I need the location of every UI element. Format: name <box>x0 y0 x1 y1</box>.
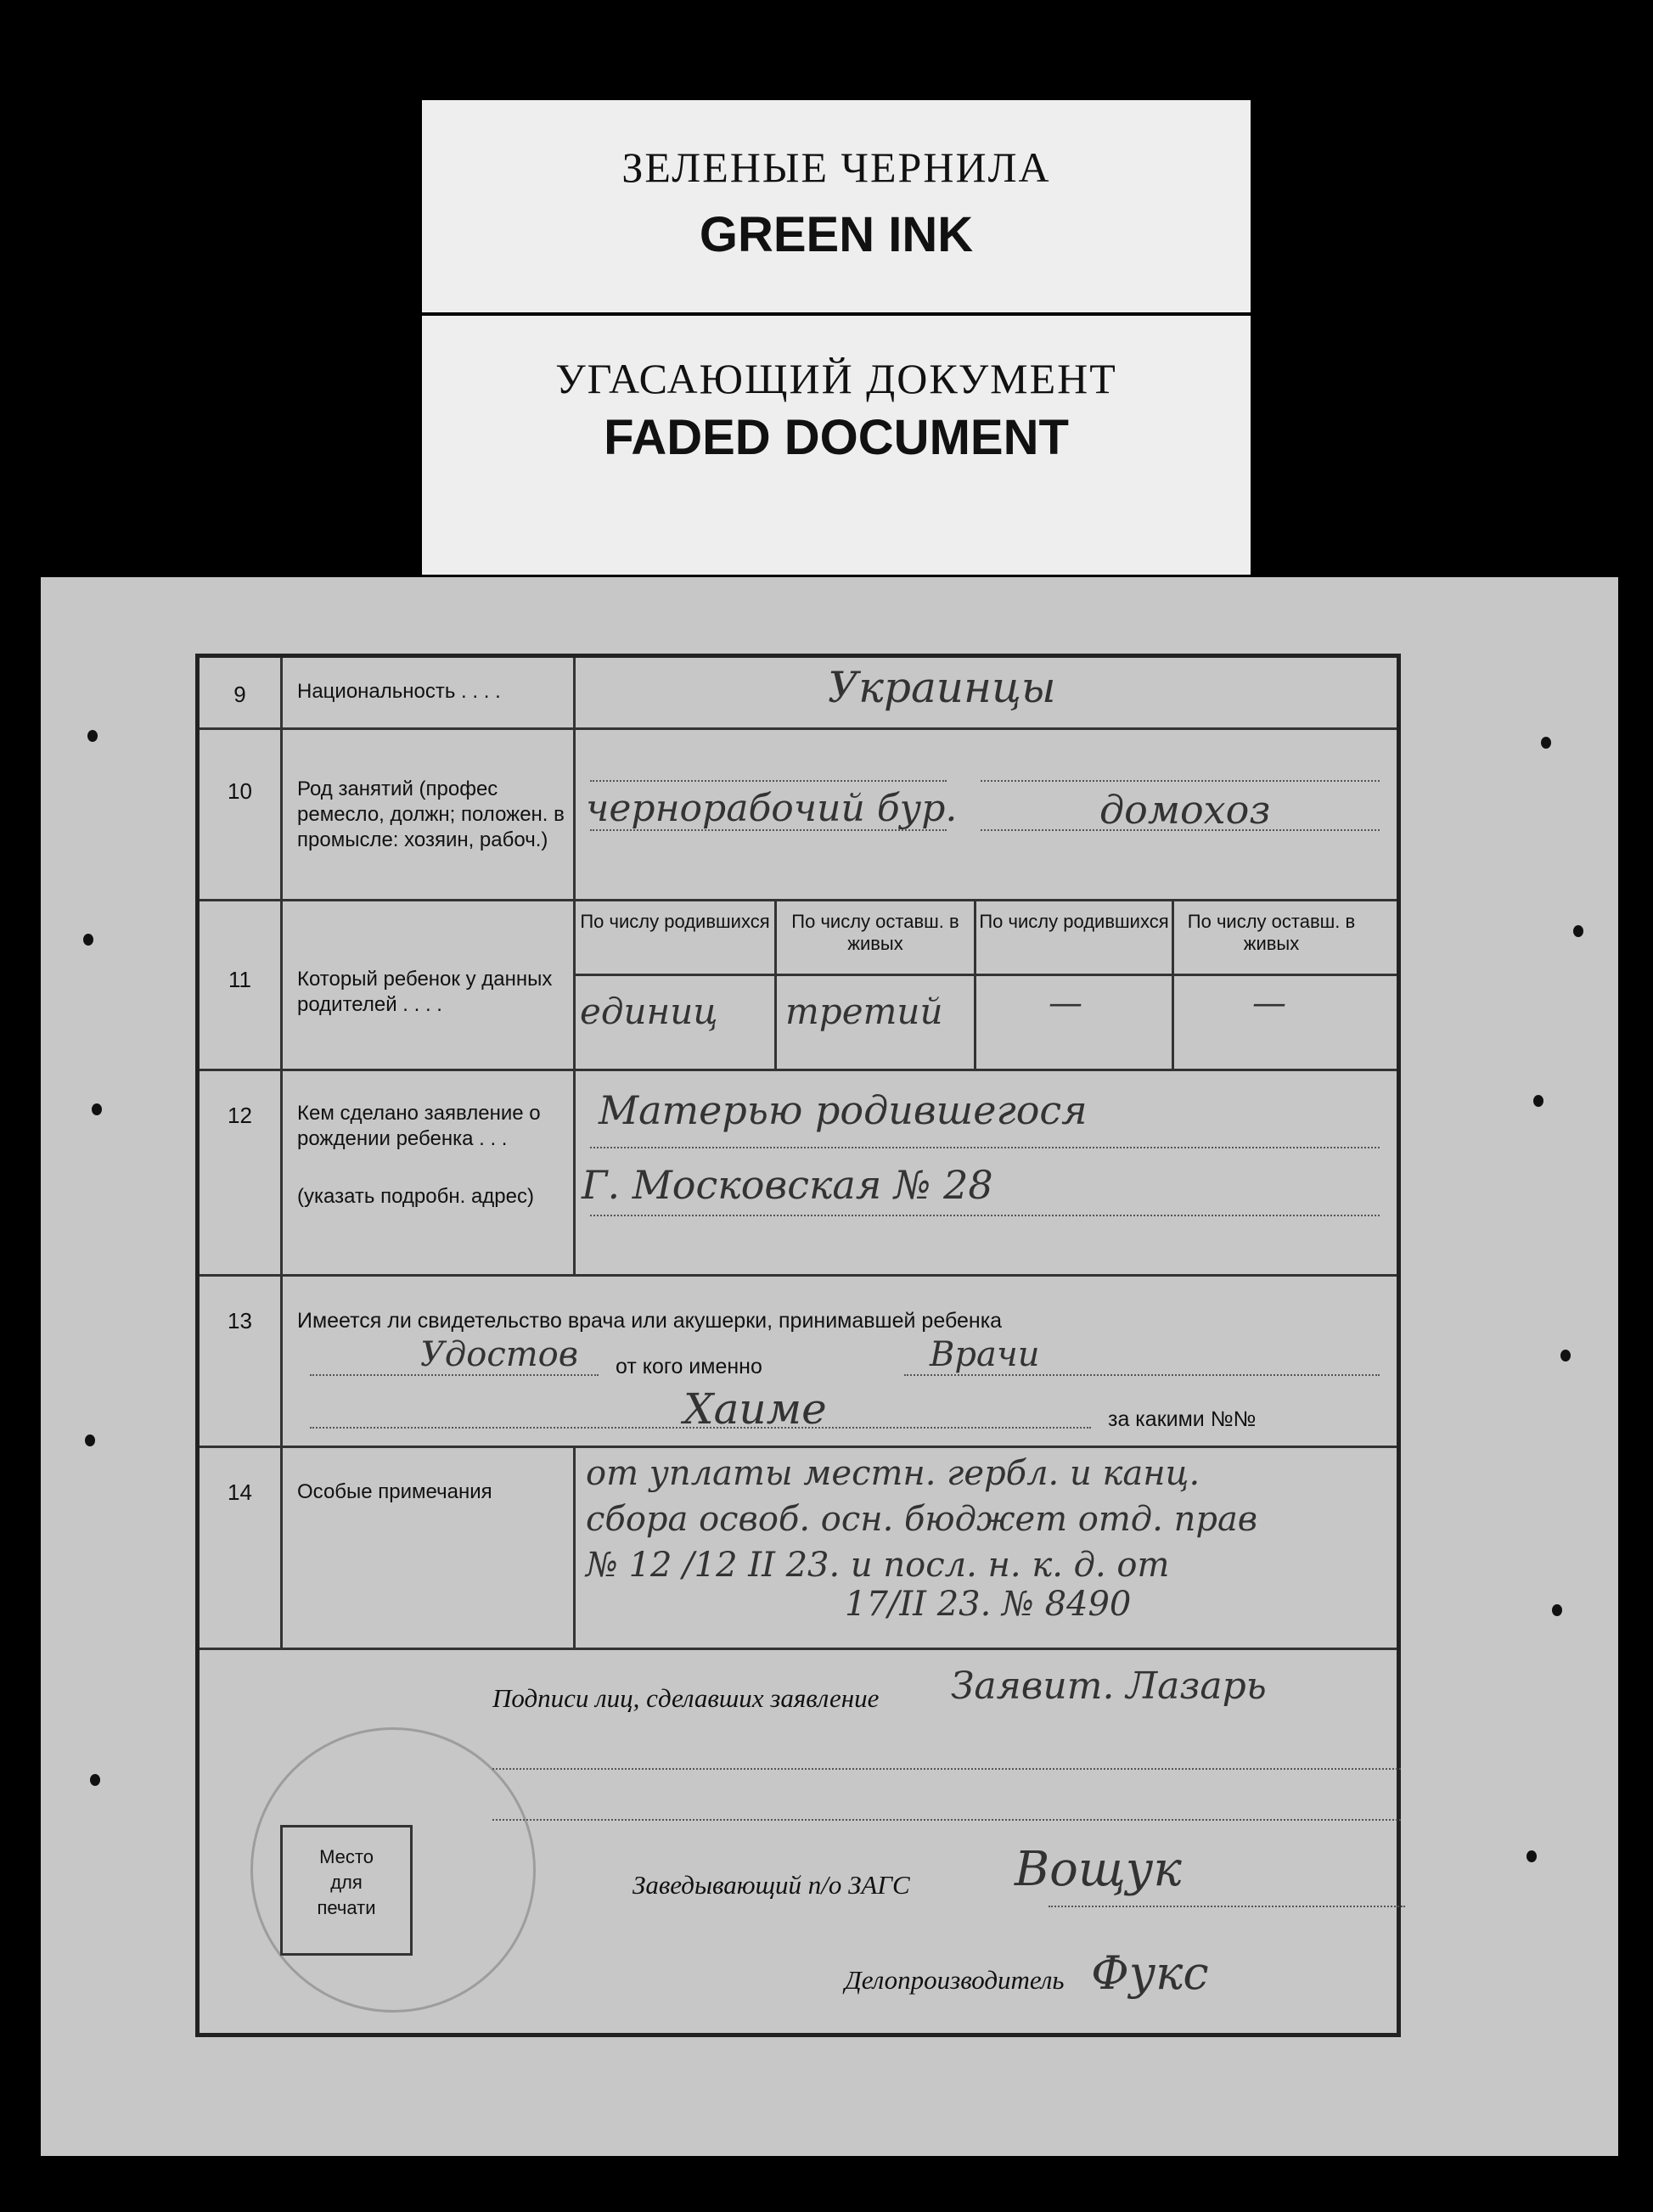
green-ink-ru: ЗЕЛЕНЫЕ ЧЕРНИЛА <box>621 143 1051 191</box>
column-divider <box>280 658 283 727</box>
punch-hole <box>1552 1604 1562 1616</box>
faded-en: FADED DOCUMENT <box>604 410 1069 465</box>
birth-record-form <box>195 654 1401 2037</box>
column-divider <box>1172 899 1174 1069</box>
column-divider <box>573 1069 576 1274</box>
column-divider <box>974 899 976 1069</box>
row-number: 11 <box>228 967 251 992</box>
dotted-line <box>492 1768 1401 1770</box>
row-divider <box>573 974 1397 976</box>
dotted-line <box>981 829 1380 831</box>
child-order-born-value-2: — <box>1049 984 1082 1023</box>
seal-line-1: Место <box>319 1846 374 1867</box>
punch-hole <box>1541 737 1551 749</box>
punch-hole <box>1560 1350 1571 1361</box>
child-order-alive-value-2: — <box>1252 984 1286 1023</box>
punch-hole <box>92 1103 102 1115</box>
column-divider <box>280 1446 283 1648</box>
applicant-signature: Заявит. Лазарь <box>951 1665 1267 1708</box>
child-order-alive-value: третий <box>785 991 943 1032</box>
row-number: 12 <box>228 1103 252 1128</box>
row-certificate <box>200 1274 1397 1448</box>
mother-occupation: домохоз <box>1099 787 1271 833</box>
row-number: 9 <box>233 682 246 707</box>
notes-line-4: 17/II 23. № 8490 <box>845 1585 1132 1624</box>
head-registry-signature: Вощук <box>1015 1842 1182 1897</box>
dotted-line <box>981 780 1380 782</box>
column-divider <box>280 727 283 899</box>
from-whom-label: от кого именно <box>616 1355 762 1378</box>
col-header-alive-2: По числу оставш. в живых <box>1187 911 1356 954</box>
column-divider <box>280 1069 283 1274</box>
occupation-label: Род занятий (профес ремесло, должн; положен. в промысле: хозяин, рабоч.) <box>297 778 565 851</box>
green-ink-en: GREEN INK <box>699 207 974 262</box>
notes-label: Особые примечания <box>297 1480 492 1503</box>
column-divider <box>573 1446 576 1648</box>
punch-hole <box>1526 1850 1537 1862</box>
row-child-order <box>200 899 1397 1071</box>
seal-line-3: печати <box>317 1897 376 1918</box>
dotted-line <box>590 1147 1380 1148</box>
col-header-alive: По числу оставш. в живых <box>791 911 959 954</box>
seal-line-2: для <box>330 1872 363 1893</box>
declarant-address: Г. Московская № 28 <box>582 1162 993 1208</box>
document-sheet <box>41 577 1618 2156</box>
row-number: 14 <box>228 1479 252 1505</box>
child-order-label: Который ребенок у данных родителей . . . . <box>297 968 553 1016</box>
head-registry-label: Заведывающий п/о ЗАГС <box>633 1870 910 1900</box>
column-divider <box>573 727 576 899</box>
col-header-born-2: По числу родившихся <box>979 911 1169 932</box>
punch-hole <box>83 934 93 946</box>
notes-line-1: от уплаты местн. гербл. и канц. <box>586 1454 1200 1493</box>
certificate-value: Удостов <box>420 1335 579 1374</box>
dotted-line <box>904 1374 1380 1376</box>
punch-hole <box>85 1434 95 1446</box>
clerk-label: Делопроизводитель <box>845 1965 1065 1995</box>
dotted-line <box>590 829 947 831</box>
father-occupation: чернорабочий бур. <box>586 787 958 830</box>
column-divider <box>280 1274 283 1446</box>
dotted-line <box>590 1215 1380 1216</box>
faded-document-card <box>422 316 1251 575</box>
col-header-born: По числу родившихся <box>580 911 770 932</box>
column-divider <box>573 899 576 1069</box>
row-number: 10 <box>228 778 252 804</box>
declarant-address-label: (указать подробн. адрес) <box>297 1185 534 1208</box>
punch-hole <box>87 730 98 742</box>
dotted-line <box>492 1819 1401 1821</box>
punch-hole <box>90 1774 100 1786</box>
faded-ru: УГАСАЮЩИЙ ДОКУМЕНТ <box>555 355 1117 402</box>
green-ink-card <box>422 100 1251 312</box>
declarant-label: Кем сделано заявление о рождении ребенка . . . <box>297 1102 541 1150</box>
seal-stamp-circle <box>250 1727 536 2013</box>
clerk-signature: Фукс <box>1091 1946 1209 2000</box>
punch-hole <box>1573 925 1583 937</box>
row-notes <box>200 1446 1397 1650</box>
column-divider <box>280 899 283 1069</box>
numbers-label: за какими №№ <box>1108 1407 1257 1431</box>
nationality-label: Национальность . . . . <box>297 680 501 703</box>
applicants-label: Подписи лиц, сделавших заявление <box>492 1683 880 1713</box>
from-whom-value: Врачи <box>930 1335 1040 1374</box>
dotted-line <box>310 1427 1091 1429</box>
dotted-line <box>310 1374 599 1376</box>
notes-line-3: № 12 /12 II 23. и посл. н. к. д. от <box>586 1546 1170 1585</box>
row-occupation <box>200 727 1397 901</box>
certificate-name: Хаиме <box>683 1384 827 1434</box>
dotted-line <box>590 780 947 782</box>
nationality-value: Украинцы <box>828 663 1056 712</box>
certificate-label: Имеется ли свидетельство врача или акушерки, принимавшей ребенка <box>297 1309 1003 1333</box>
notes-line-2: сбора освоб. осн. бюджет отд. прав <box>586 1500 1258 1539</box>
column-divider <box>573 658 576 727</box>
row-declarant <box>200 1069 1397 1277</box>
child-order-born-value: единиц <box>580 991 718 1032</box>
declarant-value: Матерью родившегося <box>599 1087 1088 1133</box>
column-divider <box>774 899 777 1069</box>
punch-hole <box>1533 1095 1543 1107</box>
row-number: 13 <box>228 1308 252 1333</box>
dotted-line <box>1049 1906 1405 1907</box>
row-nationality <box>200 658 1397 730</box>
